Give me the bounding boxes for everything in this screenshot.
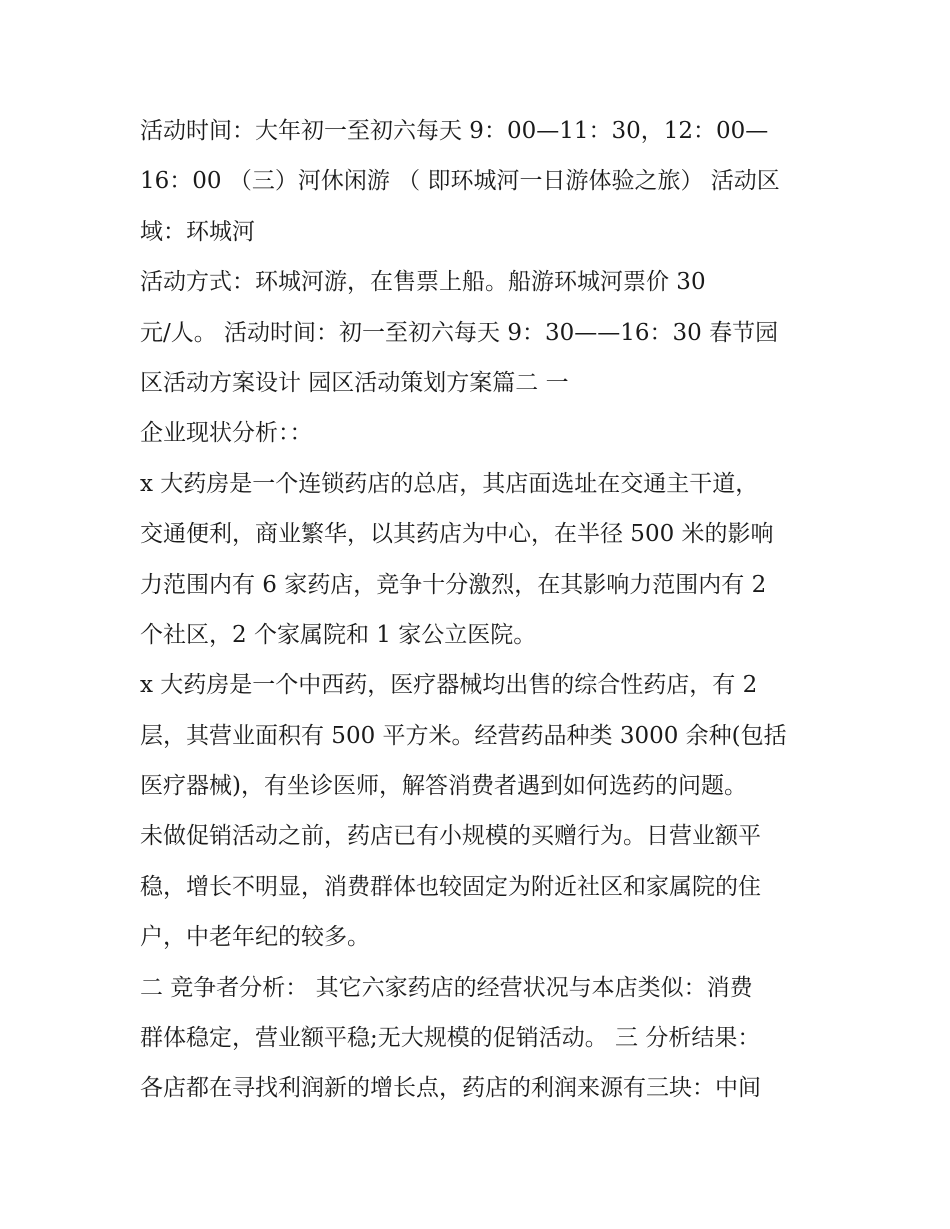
text-line: 活动方式：环城河游，在售票上船。船游环城河票价 30 — [140, 269, 706, 296]
text-line: 层，其营业面积有 500 平方米。经营药品种类 3000 余种(包括 — [140, 722, 787, 749]
text-line: 活动时间：大年初一至初六每天 9：00—11：30，12：00— — [140, 118, 769, 144]
document-body — [140, 106, 820, 1114]
text-line: 元/人。 活动时间：初一至初六每天 9：30——16：30 春节园 — [140, 319, 779, 346]
text-line: 二 竞争者分析： 其它六家药店的经营状况与本店类似：消费 — [140, 974, 753, 1001]
text-line: x 大药房是一个连锁药店的总店，其店面选址在交通主干道， — [140, 470, 759, 497]
text-line: 各店都在寻找利润新的增长点，药店的利润来源有三块：中间 — [140, 1075, 761, 1102]
text-line: 医疗器械)，有坐诊医师，解答消费者遇到如何选药的问题。 — [140, 773, 747, 800]
text-line: 企业现状分析：： — [140, 420, 313, 447]
text-line: 稳，增长不明显，消费群体也较固定为附近社区和家属院的住 — [140, 873, 761, 900]
text-line: x 大药房是一个中西药，医疗器械均出售的综合性药店，有 2 — [140, 672, 758, 699]
text-line: 未做促销活动之前，药店已有小规模的买赠行为。日营业额平 — [140, 823, 761, 850]
text-line: 力范围内有 6 家药店，竞争十分激烈，在其影响力范围内有 2 — [140, 571, 767, 598]
text-line: 16：00 （三）河休闲游 （ 即环城河一日游体验之旅） 活动区 — [140, 168, 780, 195]
text-line: 区活动方案设计 园区活动策划方案篇二 一 — [140, 369, 569, 396]
text-line: 交通便利，商业繁华，以其药店为中心，在半径 500 米的影响 — [140, 521, 774, 548]
text-line: 群体稳定，营业额平稳;无大规模的促销活动。 三 分析结果： — [140, 1025, 761, 1052]
text-line: 域：环城河 — [140, 218, 255, 245]
text-line: 户，中老年纪的较多。 — [140, 924, 370, 951]
text-line: 个社区，2 个家属院和 1 家公立医院。 — [140, 621, 537, 648]
